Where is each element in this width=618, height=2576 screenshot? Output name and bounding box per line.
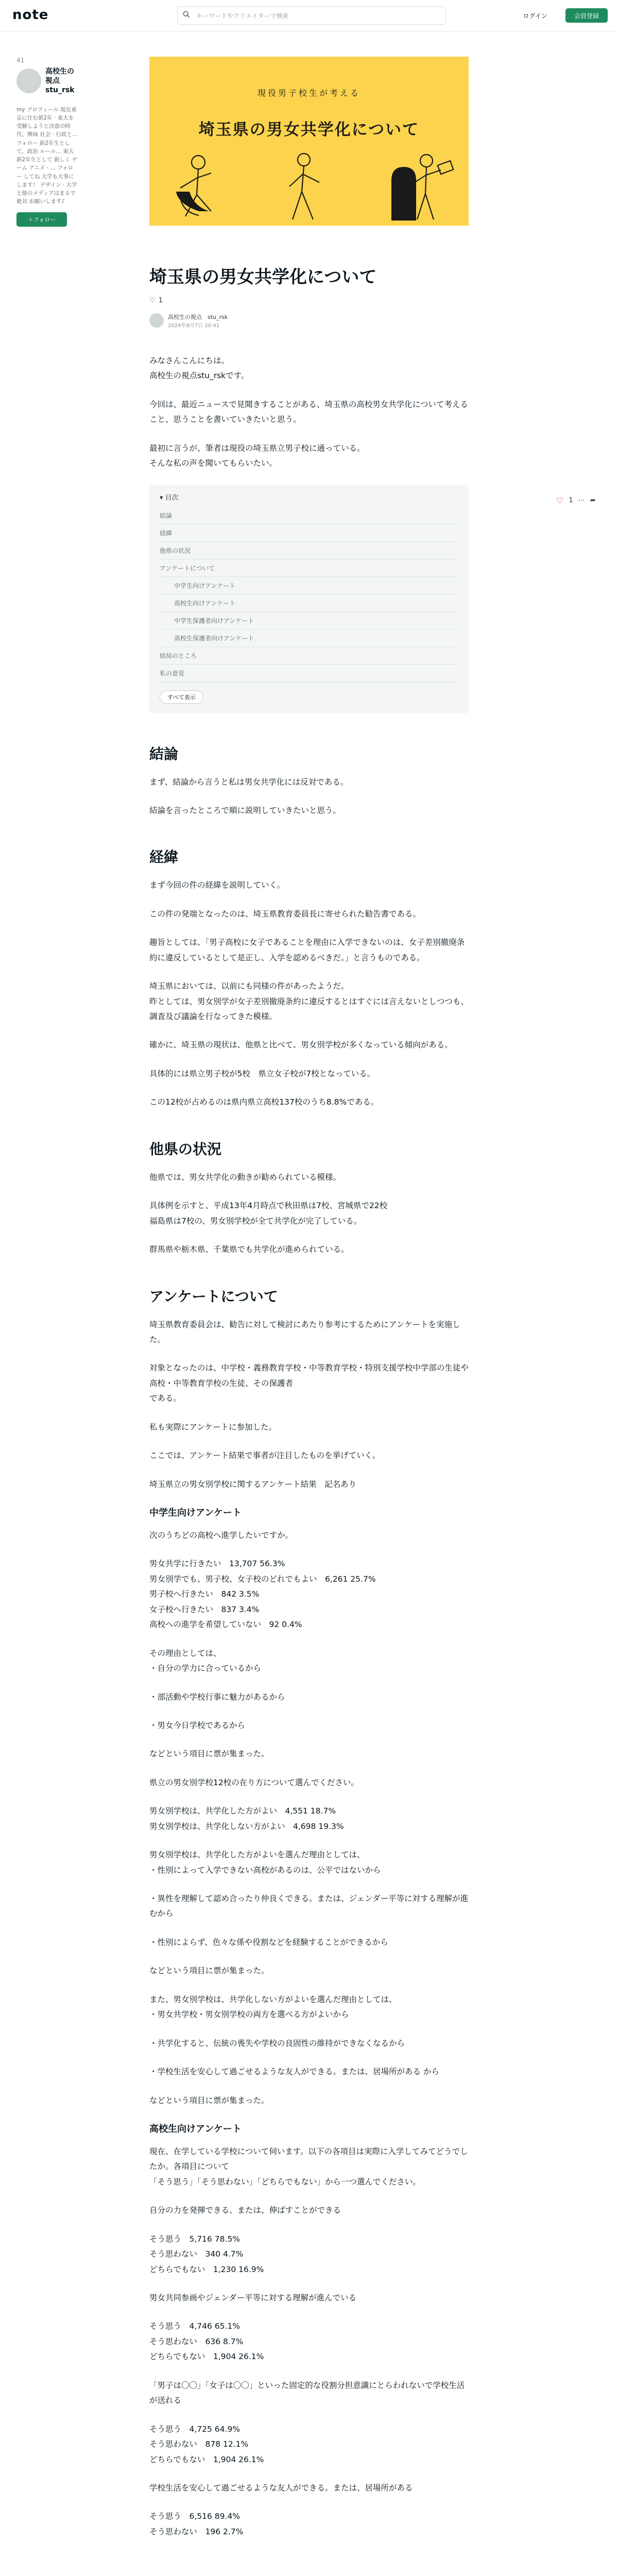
survey-results: 男女別学校は、共学化した方がよい 4,551 18.7% 男女別学校は、共学化しない方がよい 4,698 19.3% bbox=[149, 1806, 344, 1831]
toc-item[interactable]: 結論 bbox=[160, 507, 458, 524]
paragraph: また、男女別学校は、共学化しない方がよいを選んだ理由としては、 ・男女共学校・男女別学校の両方を選べる方がよいから bbox=[149, 1994, 397, 2020]
paragraph: まず、結論から言うと私は男女共学化には反対である。 bbox=[149, 777, 349, 787]
section-heading: 結論 bbox=[149, 745, 179, 762]
avatar[interactable] bbox=[16, 69, 41, 93]
toc-item[interactable]: 中学生保護者向けアンケート bbox=[160, 612, 458, 630]
paragraph: 「男子は〇〇」「女子は〇〇」といった固定的な役割分担意識にとらわれないで学校生活が送れる bbox=[149, 2380, 465, 2405]
toc-item[interactable]: 高校生保護者向けアンケート bbox=[160, 630, 458, 647]
toc-item[interactable]: 他県の状況 bbox=[160, 542, 458, 560]
chevron-down-icon: ▾ bbox=[160, 494, 165, 502]
post-date: 2024年8月7日 20:41 bbox=[168, 323, 220, 329]
paragraph: 最初に言うが、筆者は現役の埼玉県立男子校に通っている。 そんな私の声を聞いてもらいたい。 bbox=[149, 443, 365, 468]
hero-image bbox=[149, 57, 469, 226]
paragraph: ・異性を理解して認め合ったり仲良くできる。または、ジェンダー平等に対する理解が進むから bbox=[149, 1894, 469, 1919]
share-icon[interactable]: ➦ bbox=[590, 497, 596, 504]
section-heading: アンケートについて bbox=[149, 1287, 278, 1305]
heart-icon[interactable]: ♡ bbox=[556, 496, 564, 505]
paragraph: この12校が占めるのは県内県立高校137校のうち8.8%である。 bbox=[149, 1097, 379, 1107]
survey-results: そう思う 5,716 78.5% そう思わない 340 4.7% どちらでもない 1,230 16.9% bbox=[149, 2234, 264, 2274]
toc-item[interactable]: 経緯 bbox=[160, 524, 458, 542]
toc-item[interactable]: アンケートについて bbox=[160, 560, 458, 577]
author-row[interactable] bbox=[149, 313, 469, 329]
creator-name[interactable]: 高校生の視点 bbox=[45, 67, 74, 86]
paragraph: ここでは、アンケート結果で事者が注目したものを挙げていく。 bbox=[149, 1451, 381, 1461]
paragraph: 他県では、男女共学化の動きが勧められている模様。 bbox=[149, 1172, 341, 1182]
paragraph: この件の発端となったのは、埼玉県教育委員長に寄せられた勧告書である。 bbox=[149, 909, 421, 919]
login-button[interactable]: ログイン bbox=[517, 8, 553, 23]
paragraph: 自分の力を発揮できる、または、伸ばすことができる bbox=[149, 2206, 341, 2215]
paragraph: 次のうちどの高校へ進学したいですか。 bbox=[149, 1531, 294, 1540]
paragraph: 確かに、埼玉県の現状は、他県と比べて、男女別学校が多くなっている傾向がある。 bbox=[149, 1040, 453, 1050]
creator-bio: my プロフィール 現在東京に住む新2年 · 東大を受験しようと決意の時代、興味 社会 · 行政と… フォロー 新2年生として、政治 ルール… 東大 新2年生として 新しく ゲーム アニメ · … フォロー してね 大学も大事にします！ デザイン · 大学と他のメディアはまるで 絶対 お願いします♪ bbox=[16, 106, 78, 205]
paragraph: 対象となったのは、中学校・義務教育学校・中等教育学校・特別支援学校中学部の生徒や高校・中等教育学校の生徒、その保護者 である。 bbox=[149, 1363, 469, 1403]
sidebar-profile[interactable] bbox=[16, 67, 78, 95]
paragraph: ・性別によらず、色々な係や役割などを経験することができるから bbox=[149, 1937, 388, 1947]
toc-item[interactable]: 中学生向けアンケート bbox=[160, 577, 458, 595]
search-icon bbox=[183, 11, 190, 18]
paragraph: などという項目に票が集まった。 bbox=[149, 2095, 269, 2105]
heart-icon[interactable]: ♡ bbox=[149, 296, 156, 304]
follow-button[interactable] bbox=[16, 212, 67, 227]
toc-item[interactable]: 結局のところ bbox=[160, 647, 458, 665]
paragraph: 学校生活を安心して過ごせるような友人ができる。または、居場所がある bbox=[149, 2483, 413, 2493]
paragraph: 今回は、最近ニュースで見聞きすることがある、埼玉県の高校男女共学化について考えること、思うことを書いていきたいと思う。 bbox=[149, 399, 468, 425]
paragraph: 具体例を示すと、平成13年4月時点で秋田県は7校、宮城県で22校 福島県は7校の、男女別学校が全て共学化が完了している。 bbox=[149, 1201, 388, 1226]
sidebar-number: 41 bbox=[16, 57, 25, 64]
creator-id[interactable]: stu_rsk bbox=[45, 86, 75, 95]
article-body bbox=[149, 241, 469, 2553]
survey-results: 男女共学に行きたい 13,707 56.3% 男女別学でも、男子校、女子校のどれでもよい 6,261 25.7% 男子校へ行きたい 842 3.5% 女子校へ行きたい 837 3.4% 高校への進学を希望していない 92 0.4% bbox=[149, 1559, 376, 1630]
paragraph: 男女別学校は、共学化した方がよいを選んだ理由としては、 ・性別によって入学できない高校があるのは、公平ではないから bbox=[149, 1850, 381, 1875]
top-header bbox=[0, 0, 618, 31]
article-title: 埼玉県の男女共学化について bbox=[149, 267, 377, 287]
survey-results: そう思う 4,746 65.1% そう思わない 636 8.7% どちらでもない 1,904 26.1% bbox=[149, 2321, 264, 2362]
paragraph: ・男女今日学校であるから bbox=[149, 1720, 246, 1730]
signup-button[interactable]: 会員登録 bbox=[565, 8, 608, 23]
floating-actions bbox=[556, 496, 596, 505]
paragraph: 私も実際にアンケートに参加した。 bbox=[149, 1422, 277, 1432]
hero-illustration bbox=[149, 57, 469, 226]
paragraph: ・共学化すると、伝統の喪失や学校の良固性の維持ができなくなるから bbox=[149, 2038, 405, 2048]
paragraph: 趣旨としては、「男子高校に女子であることを理由に入学できないのは、女子差別撤廃条約に違反しているとして是正し、入学を認めるべきだ。」と言うものである。 bbox=[149, 938, 465, 962]
toc-heading[interactable]: ▾ 目次 bbox=[160, 494, 179, 502]
paragraph: 現在、在学している学校について伺います。以下の各項目は実際に入学してみてどうでしたか。各項目について 「そう思う」「そう思わない」「どちらでもない」から一つ選んでください。 bbox=[149, 2146, 468, 2187]
more-icon[interactable]: ⋯ bbox=[578, 497, 585, 504]
floating-like-count: 1 bbox=[569, 497, 573, 504]
toc-show-all-button[interactable]: すべて表示 bbox=[160, 690, 203, 704]
search-input[interactable] bbox=[195, 10, 439, 22]
paragraph: 具体的には県立男子校が5校 県立女子校が7校となっている。 bbox=[149, 1069, 375, 1078]
paragraph: 結論を言ったところで順に説明していきたいと思う。 bbox=[149, 805, 341, 815]
paragraph: などという項目に票が集まった。 bbox=[149, 1966, 269, 1976]
paragraph: 男女共同参画やジェンダー平等に対する理解が進んでいる bbox=[149, 2293, 357, 2303]
creator-sidebar bbox=[16, 57, 78, 227]
note-logo[interactable]: note bbox=[12, 7, 49, 23]
paragraph: 埼玉県教育委員会は、勧告に対して検討にあたり参考にするためにアンケートを実施した。 bbox=[149, 1319, 460, 1344]
paragraph: まず今回の件の経緯を説明していく。 bbox=[149, 880, 285, 890]
toc-item[interactable]: 高校生向けアンケート bbox=[160, 595, 458, 612]
author-avatar[interactable] bbox=[149, 313, 164, 328]
toc-item[interactable]: 私の意見 bbox=[160, 665, 458, 682]
paragraph: 埼玉県においては、以前にも同様の件があったようだ。 昨としては、男女別学が女子差別撤廃条約に違反するとはすぐには言えないとしつつも、調査及び議論を行なってきた模様。 bbox=[149, 981, 469, 1022]
paragraph: その理由としては、 ・自分の学力に合っているから bbox=[149, 1648, 262, 1673]
subsection-heading: 中学生向けアンケート bbox=[149, 1507, 242, 1519]
search-box[interactable] bbox=[177, 6, 446, 25]
like-count: 1 bbox=[158, 296, 163, 304]
author-name[interactable]: 高校生の視点 bbox=[168, 313, 202, 320]
subsection-heading: 高校生向けアンケート bbox=[149, 2123, 242, 2134]
plus-icon: ＋ bbox=[27, 216, 33, 223]
paragraph: みなさんこんにちは。 高校生の視点stu_rskです。 bbox=[149, 355, 249, 381]
author-id[interactable]: stu_rsk bbox=[208, 313, 228, 320]
hero-title: 埼玉県の男女共学化について bbox=[198, 121, 420, 139]
table-of-contents bbox=[149, 485, 469, 713]
paragraph: などという項目に票が集まった。 bbox=[149, 1749, 269, 1759]
paragraph: 県立の男女別学校12校の在り方について選んでください。 bbox=[149, 1777, 359, 1787]
follow-label: フォロー bbox=[33, 216, 56, 223]
paragraph: 埼玉県立の男女別学校に関するアンケート結果 記名あり bbox=[149, 1479, 357, 1489]
section-heading: 経緯 bbox=[149, 849, 179, 866]
paragraph: ・学校生活を安心して過ごせるような友人ができる。または、居場所がある から bbox=[149, 2067, 439, 2077]
section-heading: 他県の状況 bbox=[149, 1140, 222, 1158]
like-row[interactable] bbox=[149, 297, 469, 304]
paragraph: ・部活動や学校行事に魅力があるから bbox=[149, 1692, 285, 1702]
hero-subtitle: 現役男子校生が考える bbox=[257, 88, 360, 98]
survey-results: そう思う 4,725 64.9% そう思わない 878 12.1% どちらでもない 1,904 26.1% bbox=[149, 2424, 264, 2464]
survey-results: そう思う 6,516 89.4% そう思わない 196 2.7% bbox=[149, 2512, 244, 2536]
paragraph: 群馬県や栃木県、千葉県でも共学化が進められている。 bbox=[149, 1245, 349, 1255]
